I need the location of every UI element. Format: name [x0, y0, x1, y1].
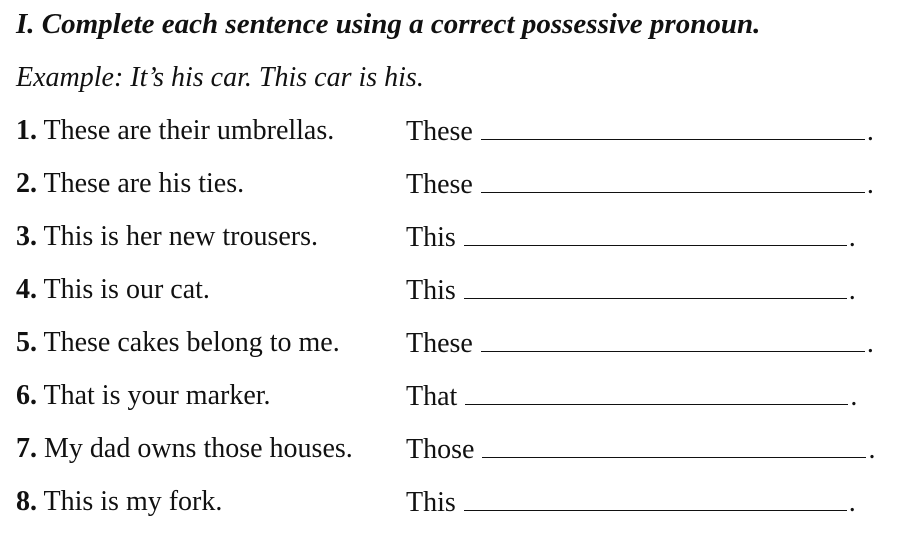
answer-starter: That [406, 381, 458, 412]
item-text: My dad owns those houses. [44, 433, 353, 464]
answer-blank[interactable] [481, 166, 865, 193]
answer-period: . [866, 116, 874, 147]
item-text: That is your marker. [43, 380, 271, 411]
answer-line [406, 484, 856, 521]
answer-blank[interactable] [481, 325, 865, 352]
example-sentence: Example: It’s his car. This car is his. [16, 62, 424, 93]
answer-period: . [848, 487, 856, 518]
exercise-item-3 [16, 219, 906, 255]
item-sentence [16, 166, 244, 202]
answer-line [406, 219, 856, 256]
item-number: 1. [16, 115, 37, 146]
item-sentence [16, 219, 318, 255]
answer-blank[interactable] [465, 378, 848, 405]
answer-starter: These [406, 328, 473, 359]
item-text: This is my fork. [43, 486, 223, 517]
item-number: 8. [16, 486, 37, 517]
answer-line [406, 325, 874, 362]
item-text: This is her new trousers. [43, 221, 319, 252]
exercise-item-5 [16, 325, 906, 361]
exercise-item-8 [16, 484, 906, 520]
answer-line [406, 113, 874, 150]
item-number: 2. [16, 168, 37, 199]
item-number: 3. [16, 221, 37, 252]
item-text: These cakes belong to me. [43, 327, 340, 358]
answer-blank[interactable] [481, 113, 865, 140]
answer-starter: This [406, 275, 456, 306]
exercise-item-6 [16, 378, 906, 414]
exercise-item-1 [16, 113, 906, 149]
answer-line [406, 166, 874, 203]
answer-line [406, 431, 875, 468]
answer-blank[interactable] [482, 431, 866, 458]
item-sentence [16, 325, 340, 361]
exercise-item-2 [16, 166, 906, 202]
exercise-item-4 [16, 272, 906, 308]
answer-starter: This [406, 222, 456, 253]
answer-blank[interactable] [464, 272, 847, 299]
item-sentence [16, 431, 353, 467]
answer-blank[interactable] [464, 484, 847, 511]
answer-period: . [866, 169, 874, 200]
item-number: 4. [16, 274, 37, 305]
item-sentence [16, 113, 334, 149]
answer-starter: Those [406, 434, 475, 465]
item-text: This is our cat. [43, 274, 210, 305]
item-sentence [16, 484, 222, 520]
item-text: These are their umbrellas. [43, 115, 335, 146]
answer-period: . [866, 328, 874, 359]
answer-starter: These [406, 116, 473, 147]
answer-period: . [850, 381, 858, 412]
item-sentence [16, 272, 210, 308]
item-number: 5. [16, 327, 37, 358]
answer-starter: This [406, 487, 456, 518]
item-number: 7. [16, 433, 37, 464]
answer-period: . [868, 434, 876, 465]
answer-line [406, 272, 856, 309]
answer-blank[interactable] [464, 219, 847, 246]
item-text: These are his ties. [43, 168, 245, 199]
answer-starter: These [406, 169, 473, 200]
answer-line [406, 378, 857, 415]
exercise-item-7 [16, 431, 906, 467]
answer-period: . [848, 222, 856, 253]
item-number: 6. [16, 380, 37, 411]
item-sentence [16, 378, 271, 414]
answer-period: . [848, 275, 856, 306]
exercise-heading: I. Complete each sentence using a correct possessive pronoun. [16, 8, 761, 40]
